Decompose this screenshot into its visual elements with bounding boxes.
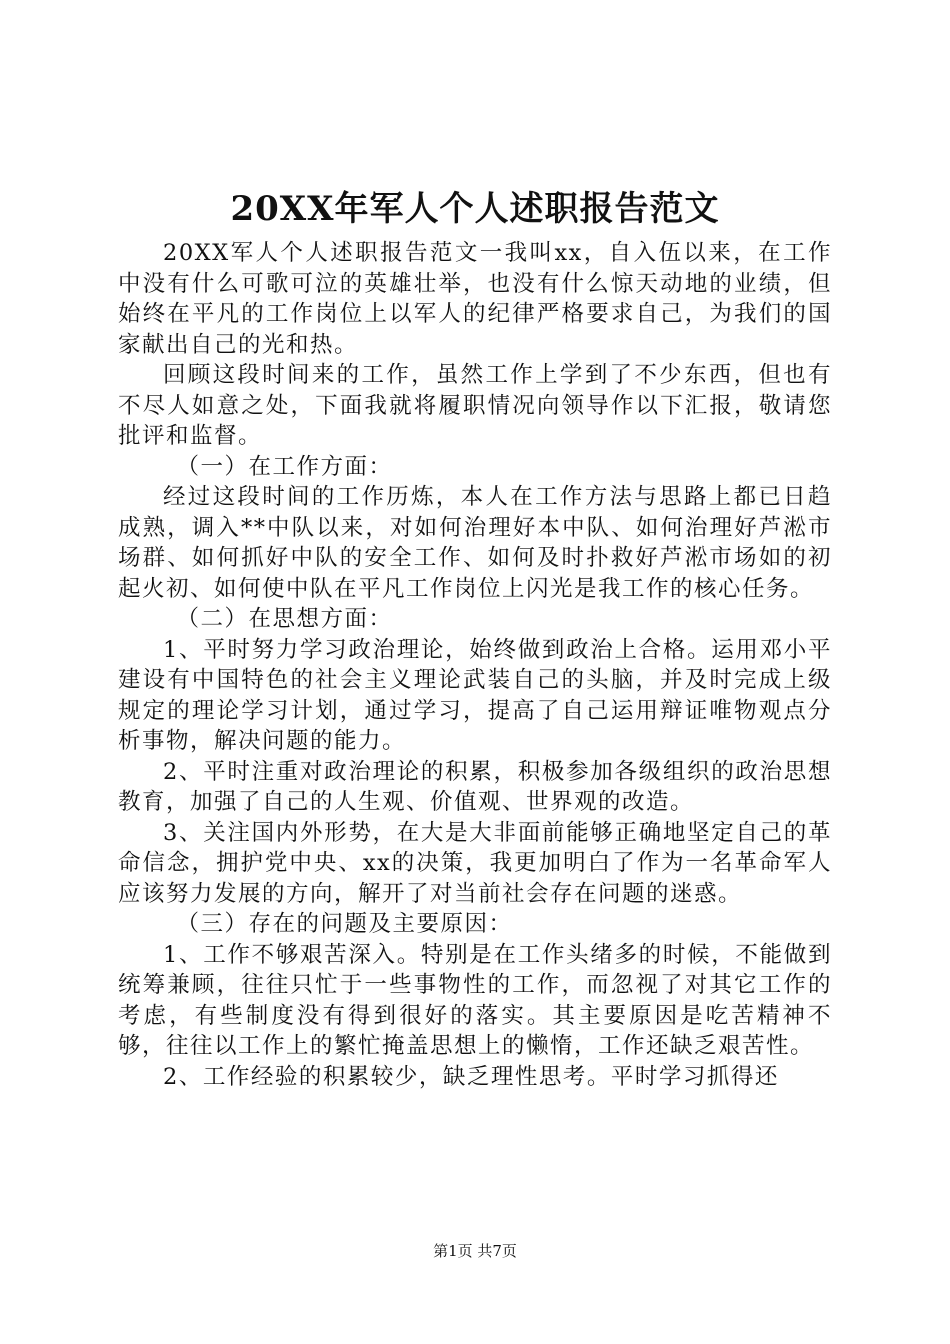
paragraph-problem-1: 1、工作不够艰苦深入。特别是在工作头绪多的时候，不能做到统筹兼顾，往往只忙于一些事物性的工作，而忽视了对其它工作的考虑，有些制度没有得到很好的落实。其主要原因是吃苦精神不够，往往以工作上的繁忙掩盖思想上的懒惰，工作还缺乏艰苦性。 [118, 941, 832, 1059]
section-heading-thought: （二）在思想方面： [176, 606, 393, 632]
document-body [118, 238, 832, 1092]
paragraph-thought-3: 3、关注国内外形势，在大是大非面前能够正确地坚定自己的革命信念，拥护党中央、xx的决策，我更加明白了作为一名革命军人应该努力发展的方向，解开了对当前社会存在问题的迷惑。 [118, 819, 832, 907]
page-number-footer: 第1页 共7页 [433, 1242, 517, 1260]
section-heading-work: （一）在工作方面： [176, 453, 393, 480]
document-title: 20XX年军人个人述职报告范文 [230, 189, 720, 229]
paragraph-thought-1: 1、平时努力学习政治理论，始终做到政治上合格。运用邓小平建设有中国特色的社会主义理论武装自己的头脑，并及时完成上级规定的理论学习计划，通过学习，提高了自己运用辩证唯物观点分析事物，解决问题的能力。 [118, 636, 832, 754]
paragraph-thought-2: 2、平时注重对政治理论的积累，积极参加各级组织的政治思想教育，加强了自己的人生观、价值观、世界观的改造。 [118, 758, 832, 815]
paragraph-problem-2: 2、工作经验的积累较少，缺乏理性思考。平时学习抓得还 [163, 1063, 779, 1090]
paragraph-intro: 20XX军人个人述职报告范文一我叫xx，自入伍以来，在工作中没有什么可歌可泣的英雄壮举，也没有什么惊天动地的业绩，但始终在平凡的工作岗位上以军人的纪律严格要求自己，为我们的国家献出自己的光和热。 [118, 240, 832, 358]
section-heading-problems: （三）存在的问题及主要原因： [176, 911, 513, 937]
paragraph-review: 回顾这段时间来的工作，虽然工作上学到了不少东西，但也有不尽人如意之处，下面我就将履职情况向领导作以下汇报，敬请您批评和监督。 [118, 362, 832, 449]
paragraph-work: 经过这段时间的工作历炼，本人在工作方法与思路上都已日趋成熟，调入**中队以来，对如何治理好本中队、如何治理好芦淞市场群、如何抓好中队的安全工作、如何及时扑救好芦淞市场如的初起火初、如何使中队在平凡工作岗位上闪光是我工作的核心任务。 [118, 484, 832, 602]
